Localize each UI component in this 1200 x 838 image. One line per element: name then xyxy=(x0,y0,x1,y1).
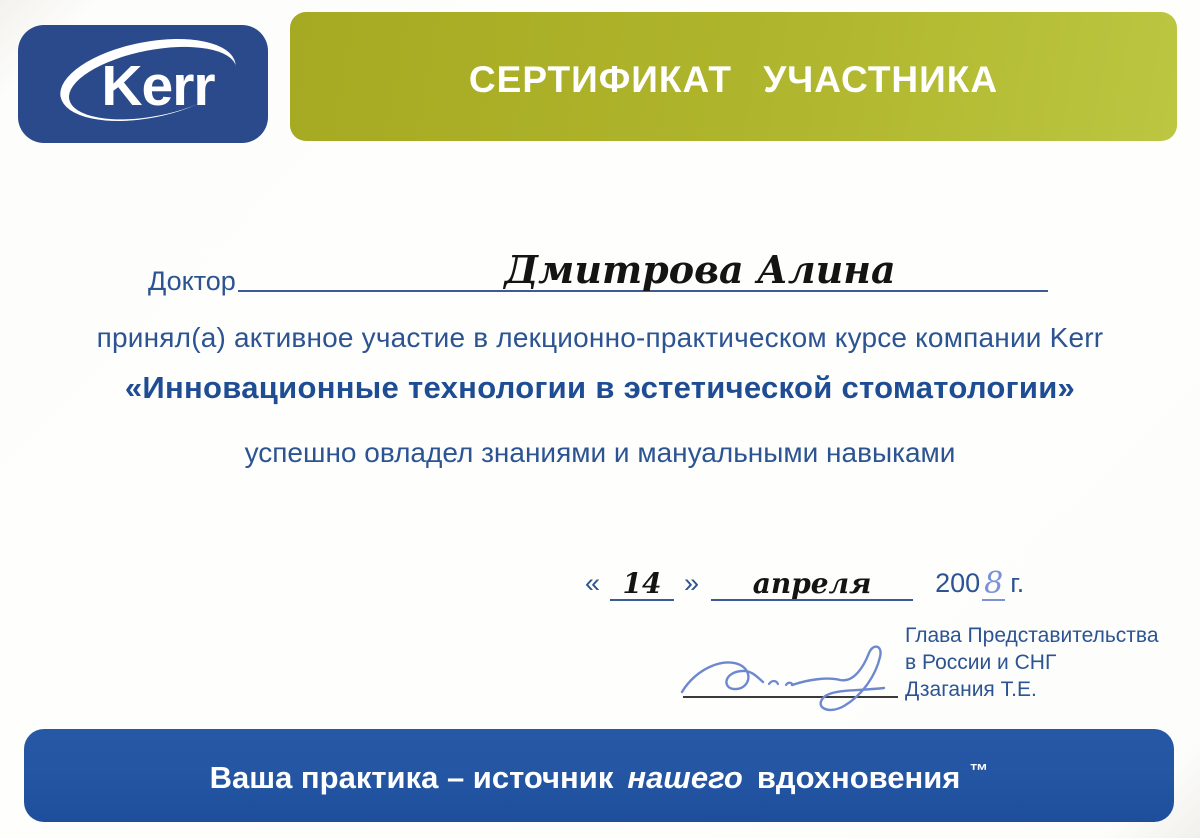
date-year xyxy=(935,568,1024,601)
course-title: «Инновационные технологии в эстетической стоматологии» xyxy=(124,370,1076,405)
date-row xyxy=(585,568,1024,601)
slogan-part2: вдохновения xyxy=(756,759,961,795)
slogan xyxy=(210,756,989,796)
participation-line: принял(а) активное участие в лекционно-практическом курсе компании Kerr xyxy=(96,322,1104,353)
doctor-label: Доктор xyxy=(148,266,236,296)
kerr-logo-text: Kerr xyxy=(101,54,215,118)
year-suffix: г. xyxy=(1010,568,1025,598)
date-day: 14 xyxy=(610,569,674,601)
slogan-emphasis: нашего xyxy=(627,759,743,795)
kerr-logo xyxy=(18,25,268,143)
signatory-block xyxy=(905,622,1159,703)
skills-line: успешно овладел знаниями и мануальными навыками xyxy=(244,437,956,468)
date-month: апреля xyxy=(711,569,913,601)
slogan-part1: Ваша практика – источник xyxy=(209,759,614,795)
signatory-name: Дзагания Т.Е. xyxy=(905,678,1037,701)
close-quote: » xyxy=(684,568,700,598)
signature-icon xyxy=(668,636,913,718)
certificate-title: СЕРТИФИКАТ УЧАСТНИКА xyxy=(468,58,999,100)
footer-banner xyxy=(24,729,1174,822)
open-quote: « xyxy=(585,568,601,598)
trademark-symbol: ™ xyxy=(969,760,989,782)
header-banner xyxy=(290,12,1177,141)
year-handwritten-digit: 8 xyxy=(984,566,1004,601)
year-prefix: 200 xyxy=(935,568,981,598)
signatory-title-line2: в России и СНГ xyxy=(905,651,1057,674)
signatory-title-line1: Глава Представительства xyxy=(905,624,1159,647)
recipient-name: Дмитрова Алина xyxy=(504,247,896,292)
recipient-name-line xyxy=(238,248,1048,292)
